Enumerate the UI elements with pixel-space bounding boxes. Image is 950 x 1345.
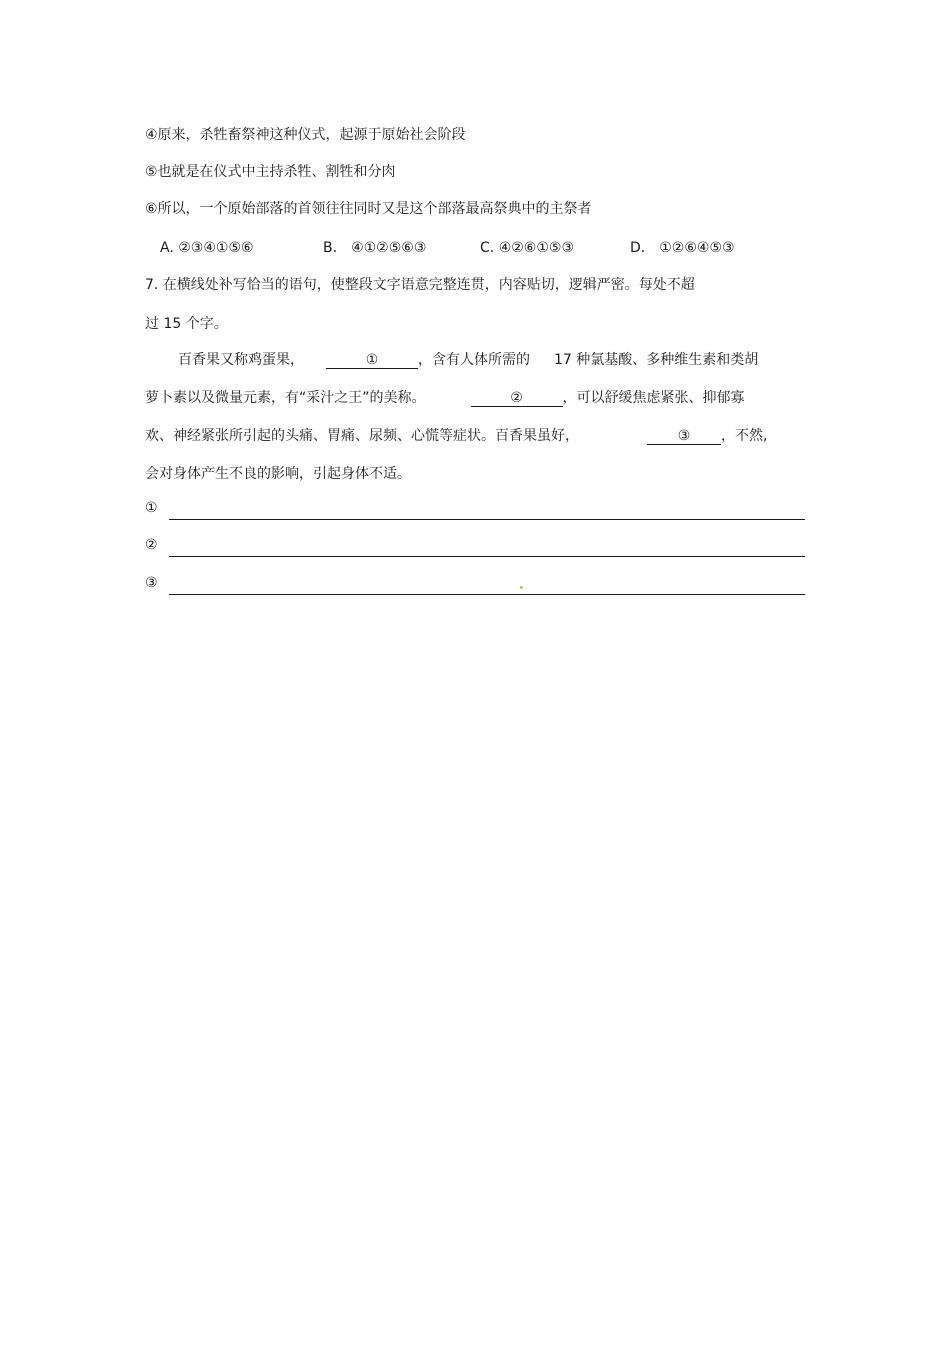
option-d-label: D． <box>630 240 655 256</box>
passage-text: ，可以舒缓焦虑紧张、抑郁寡 <box>562 390 745 406</box>
answer-row-2 <box>145 535 805 557</box>
option-a-value: ②③④①⑤⑥ <box>178 240 254 256</box>
answer-line-1[interactable] <box>169 519 805 520</box>
answer-number-2: ② <box>145 537 158 553</box>
passage-text: 百香果又称鸡蛋果， <box>178 352 304 368</box>
option-a-label: A. <box>160 240 174 256</box>
statement-4: ④原来，杀牲畜祭神这种仪式，起源于原始社会阶段 <box>145 127 466 143</box>
passage-text: 萝卜素以及微量元素，有“采汁之王”的美称。 <box>145 390 426 406</box>
option-b-value: ④①②⑤⑥③ <box>351 240 427 256</box>
blank-1-number: ① <box>365 352 379 368</box>
blank-3-number: ③ <box>677 428 691 444</box>
question-7-prompt-cont: 过 15 个字。 <box>145 316 228 332</box>
passage-text: 欢、神经紧张所引起的头痛、胃痛、尿频、心慌等症状。百香果虽好， <box>145 428 579 444</box>
scan-speck <box>520 586 523 589</box>
option-d <box>630 238 735 258</box>
blank-2 <box>471 388 563 408</box>
answer-number-3: ③ <box>145 575 158 591</box>
option-c-value: ④②⑥①⑤③ <box>498 240 574 256</box>
answer-row-1 <box>145 498 805 520</box>
passage-text: 17 种氯基酸、多种维生素和类胡 <box>554 352 759 368</box>
option-b-label: B． <box>323 240 347 256</box>
blank-2-number: ② <box>510 390 523 406</box>
passage-line-3 <box>145 426 767 446</box>
answer-number-1: ① <box>145 500 158 516</box>
answer-row-3 <box>145 573 805 595</box>
passage-line-4: 会对身体产生不良的影响，引起身体不适。 <box>145 466 411 482</box>
question-7-prompt: 7. 在横线处补写恰当的语句，使整段文字语意完整连贯，内容贴切，逻辑严密。每处不超 <box>145 277 695 293</box>
passage-text: ，不然, <box>721 428 768 444</box>
answer-line-2[interactable] <box>169 556 805 557</box>
statement-6: ⑥所以，一个原始部落的首领往往同时又是这个部落最高祭典中的主祭者 <box>145 201 592 217</box>
option-a <box>160 238 254 258</box>
blank-3 <box>647 426 721 446</box>
option-c-label: C. <box>480 240 495 256</box>
passage-line-2 <box>145 388 745 408</box>
option-d-value: ①②⑥④⑤③ <box>659 240 735 256</box>
answer-line-3[interactable] <box>169 594 805 595</box>
passage-text: ，含有人体所需的 <box>418 352 530 368</box>
blank-1 <box>326 350 418 370</box>
option-b <box>323 238 426 258</box>
passage-line-1 <box>178 350 758 370</box>
option-c <box>480 238 574 258</box>
statement-5: ⑤也就是在仪式中主持杀牲、割牲和分肉 <box>145 164 396 180</box>
